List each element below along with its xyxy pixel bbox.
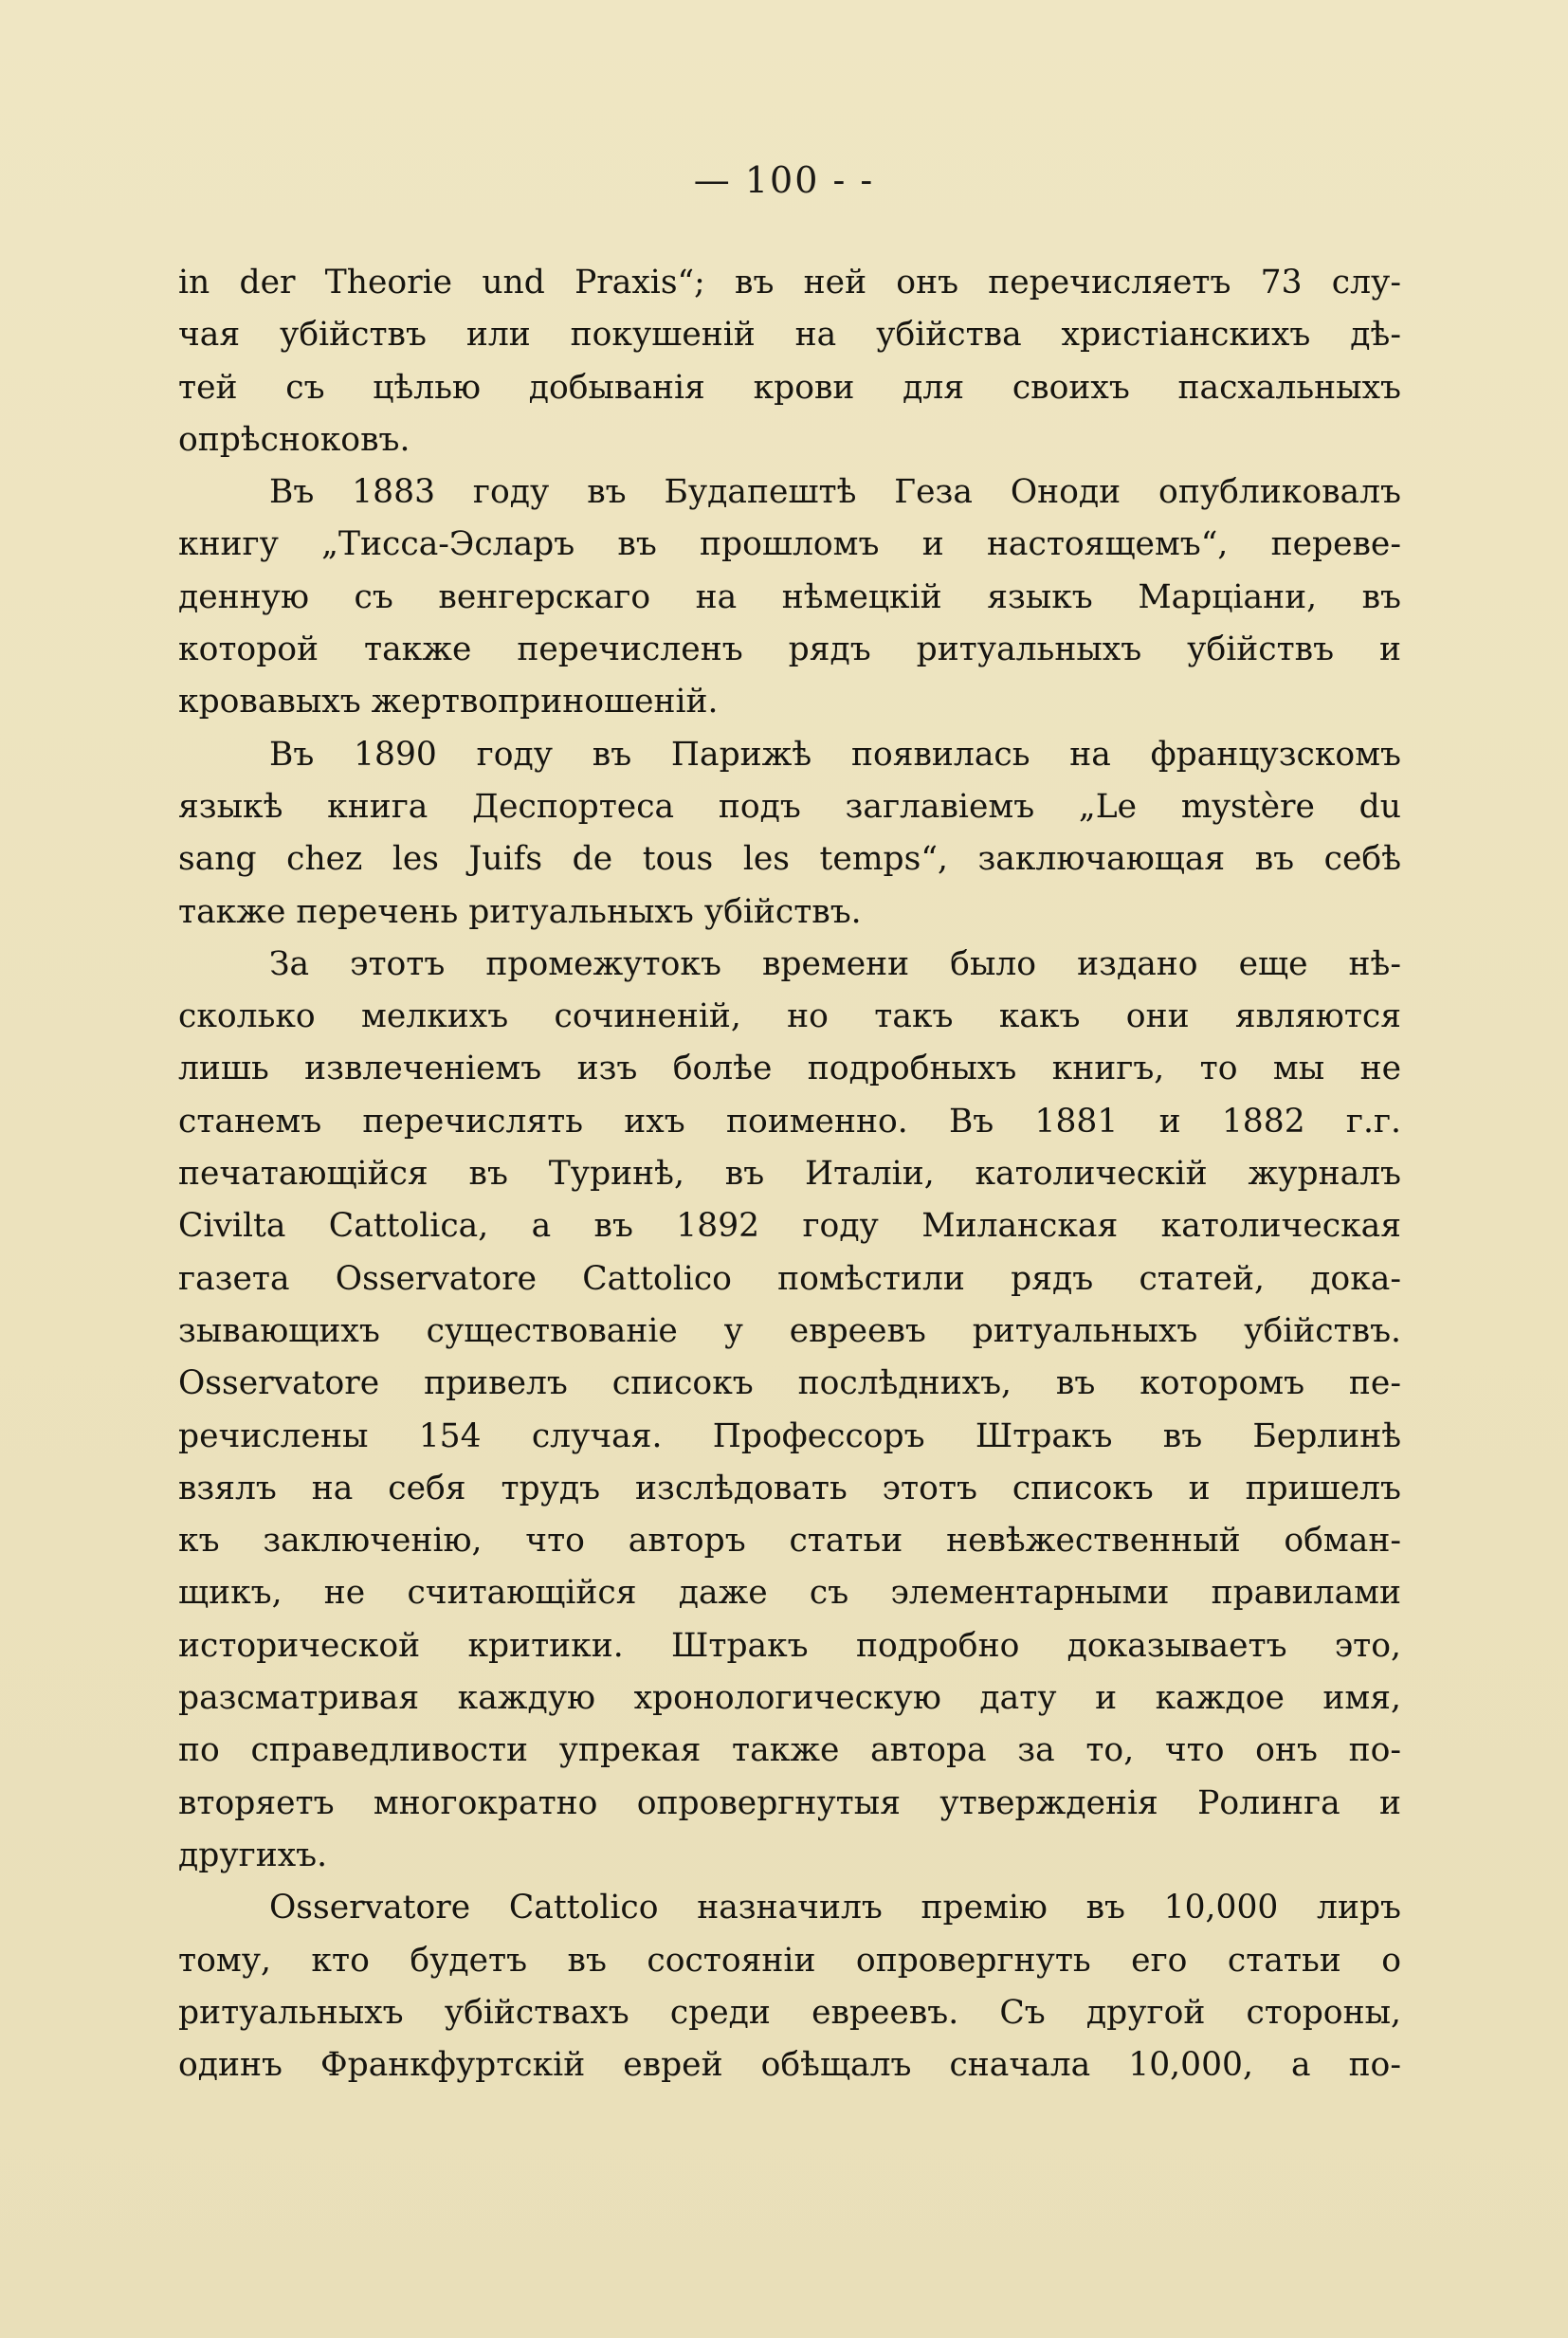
text-line: денную съ венгерскаго на нѣмецкій языкъ Марціани, въ: [178, 577, 1401, 616]
text-line: печатающійся въ Туринѣ, въ Италіи, католическій журналъ: [178, 1155, 1401, 1194]
body-text: [178, 257, 1401, 2091]
text-line: sang chez les Juifs de tous les temps“, заключающая въ себѣ: [178, 840, 1401, 879]
text-line: Въ 1883 году въ Будапештѣ Геза Оноди опубликовалъ: [269, 473, 1401, 512]
text-line: речислены 154 случая. Профессоръ Штракъ въ Берлинѣ: [178, 1416, 1401, 1455]
text-line: ритуальныхъ убійствахъ среди евреевъ. Съ другой стороны,: [178, 1993, 1401, 2032]
text-line: сколько мелкихъ сочиненій, но такъ какъ они являются: [178, 997, 1401, 1036]
text-line: по справедливости упрекая также автора за то, что онъ по-: [178, 1731, 1401, 1770]
text-line: За этотъ промежутокъ времени было издано еще нѣ-: [269, 944, 1401, 983]
text-line: зывающихъ существованіе у евреевъ ритуальныхъ убійствъ.: [178, 1311, 1401, 1350]
text-line: одинъ Франкфуртскій еврей обѣщалъ сначала 10,000, а по-: [178, 2046, 1401, 2085]
text-line: къ заключенію, что авторъ статьи невѣжественный обман-: [178, 1522, 1401, 1561]
text-line: Въ 1890 году въ Парижѣ появилась на французскомъ: [269, 735, 1401, 774]
text-line: взялъ на себя трудъ изслѣдовать этотъ списокъ и пришелъ: [178, 1469, 1401, 1507]
text-line: разсматривая каждую хронологическую дату и каждое имя,: [178, 1679, 1401, 1718]
page-number: — 100 - -: [693, 159, 875, 201]
paragraph-4: [178, 939, 1401, 1882]
text-line: щикъ, не считающійся даже съ элементарными правилами: [178, 1574, 1401, 1613]
text-line: языкѣ книга Деспортеса подъ заглавіемъ „Le mystère du: [178, 787, 1401, 826]
text-line: газета Osservatore Cattolico помѣстили рядъ статей, дока-: [178, 1259, 1401, 1298]
text-line: in der Theorie und Praxis“; въ ней онъ перечисляетъ 73 слу-: [178, 264, 1401, 301]
text-line: лишь извлеченіемъ изъ болѣе подробныхъ книгъ, то мы не: [178, 1050, 1401, 1088]
text-line: станемъ перечислять ихъ поименно. Въ 1881 и 1882 г.г.: [178, 1102, 1401, 1141]
paragraph-2: [178, 466, 1401, 728]
paragraph-3: [178, 729, 1401, 939]
text-line: Osservatore привелъ списокъ послѣднихъ, въ которомъ пе-: [178, 1364, 1401, 1403]
text-line: опрѣсноковъ.: [178, 420, 410, 459]
text-line: которой также перечисленъ рядъ ритуальныхъ убійствъ и: [178, 630, 1401, 669]
text-line: также перечень ритуальныхъ убійствъ.: [178, 892, 862, 931]
text-line: кровавыхъ жертвоприношеній.: [178, 683, 719, 721]
paragraph-5: [178, 1882, 1401, 2091]
paragraph-1: [178, 257, 1401, 466]
text-line: вторяетъ многократно опровергнутыя утвержденія Ролинга и: [178, 1783, 1401, 1822]
text-line: Civilta Cattolica, а въ 1892 году Миланская католическая: [178, 1207, 1401, 1246]
text-line: тей съ цѣлью добыванія крови для своихъ пасхальныхъ: [178, 368, 1401, 407]
text-line: другихъ.: [178, 1836, 328, 1874]
text-line: Osservatore Cattolico назначилъ премію въ 10,000 лиръ: [269, 1889, 1401, 1927]
text-line: исторической критики. Штракъ подробно доказываетъ это,: [178, 1626, 1401, 1665]
text-line: книгу „Тисса-Эсларъ въ прошломъ и настоящемъ“, переве-: [178, 525, 1401, 564]
text-line: чая убійствъ или покушеній на убійства христіанскихъ дѣ-: [178, 316, 1401, 355]
text-line: тому, кто будетъ въ состояніи опровергнуть его статьи о: [178, 1941, 1401, 1980]
